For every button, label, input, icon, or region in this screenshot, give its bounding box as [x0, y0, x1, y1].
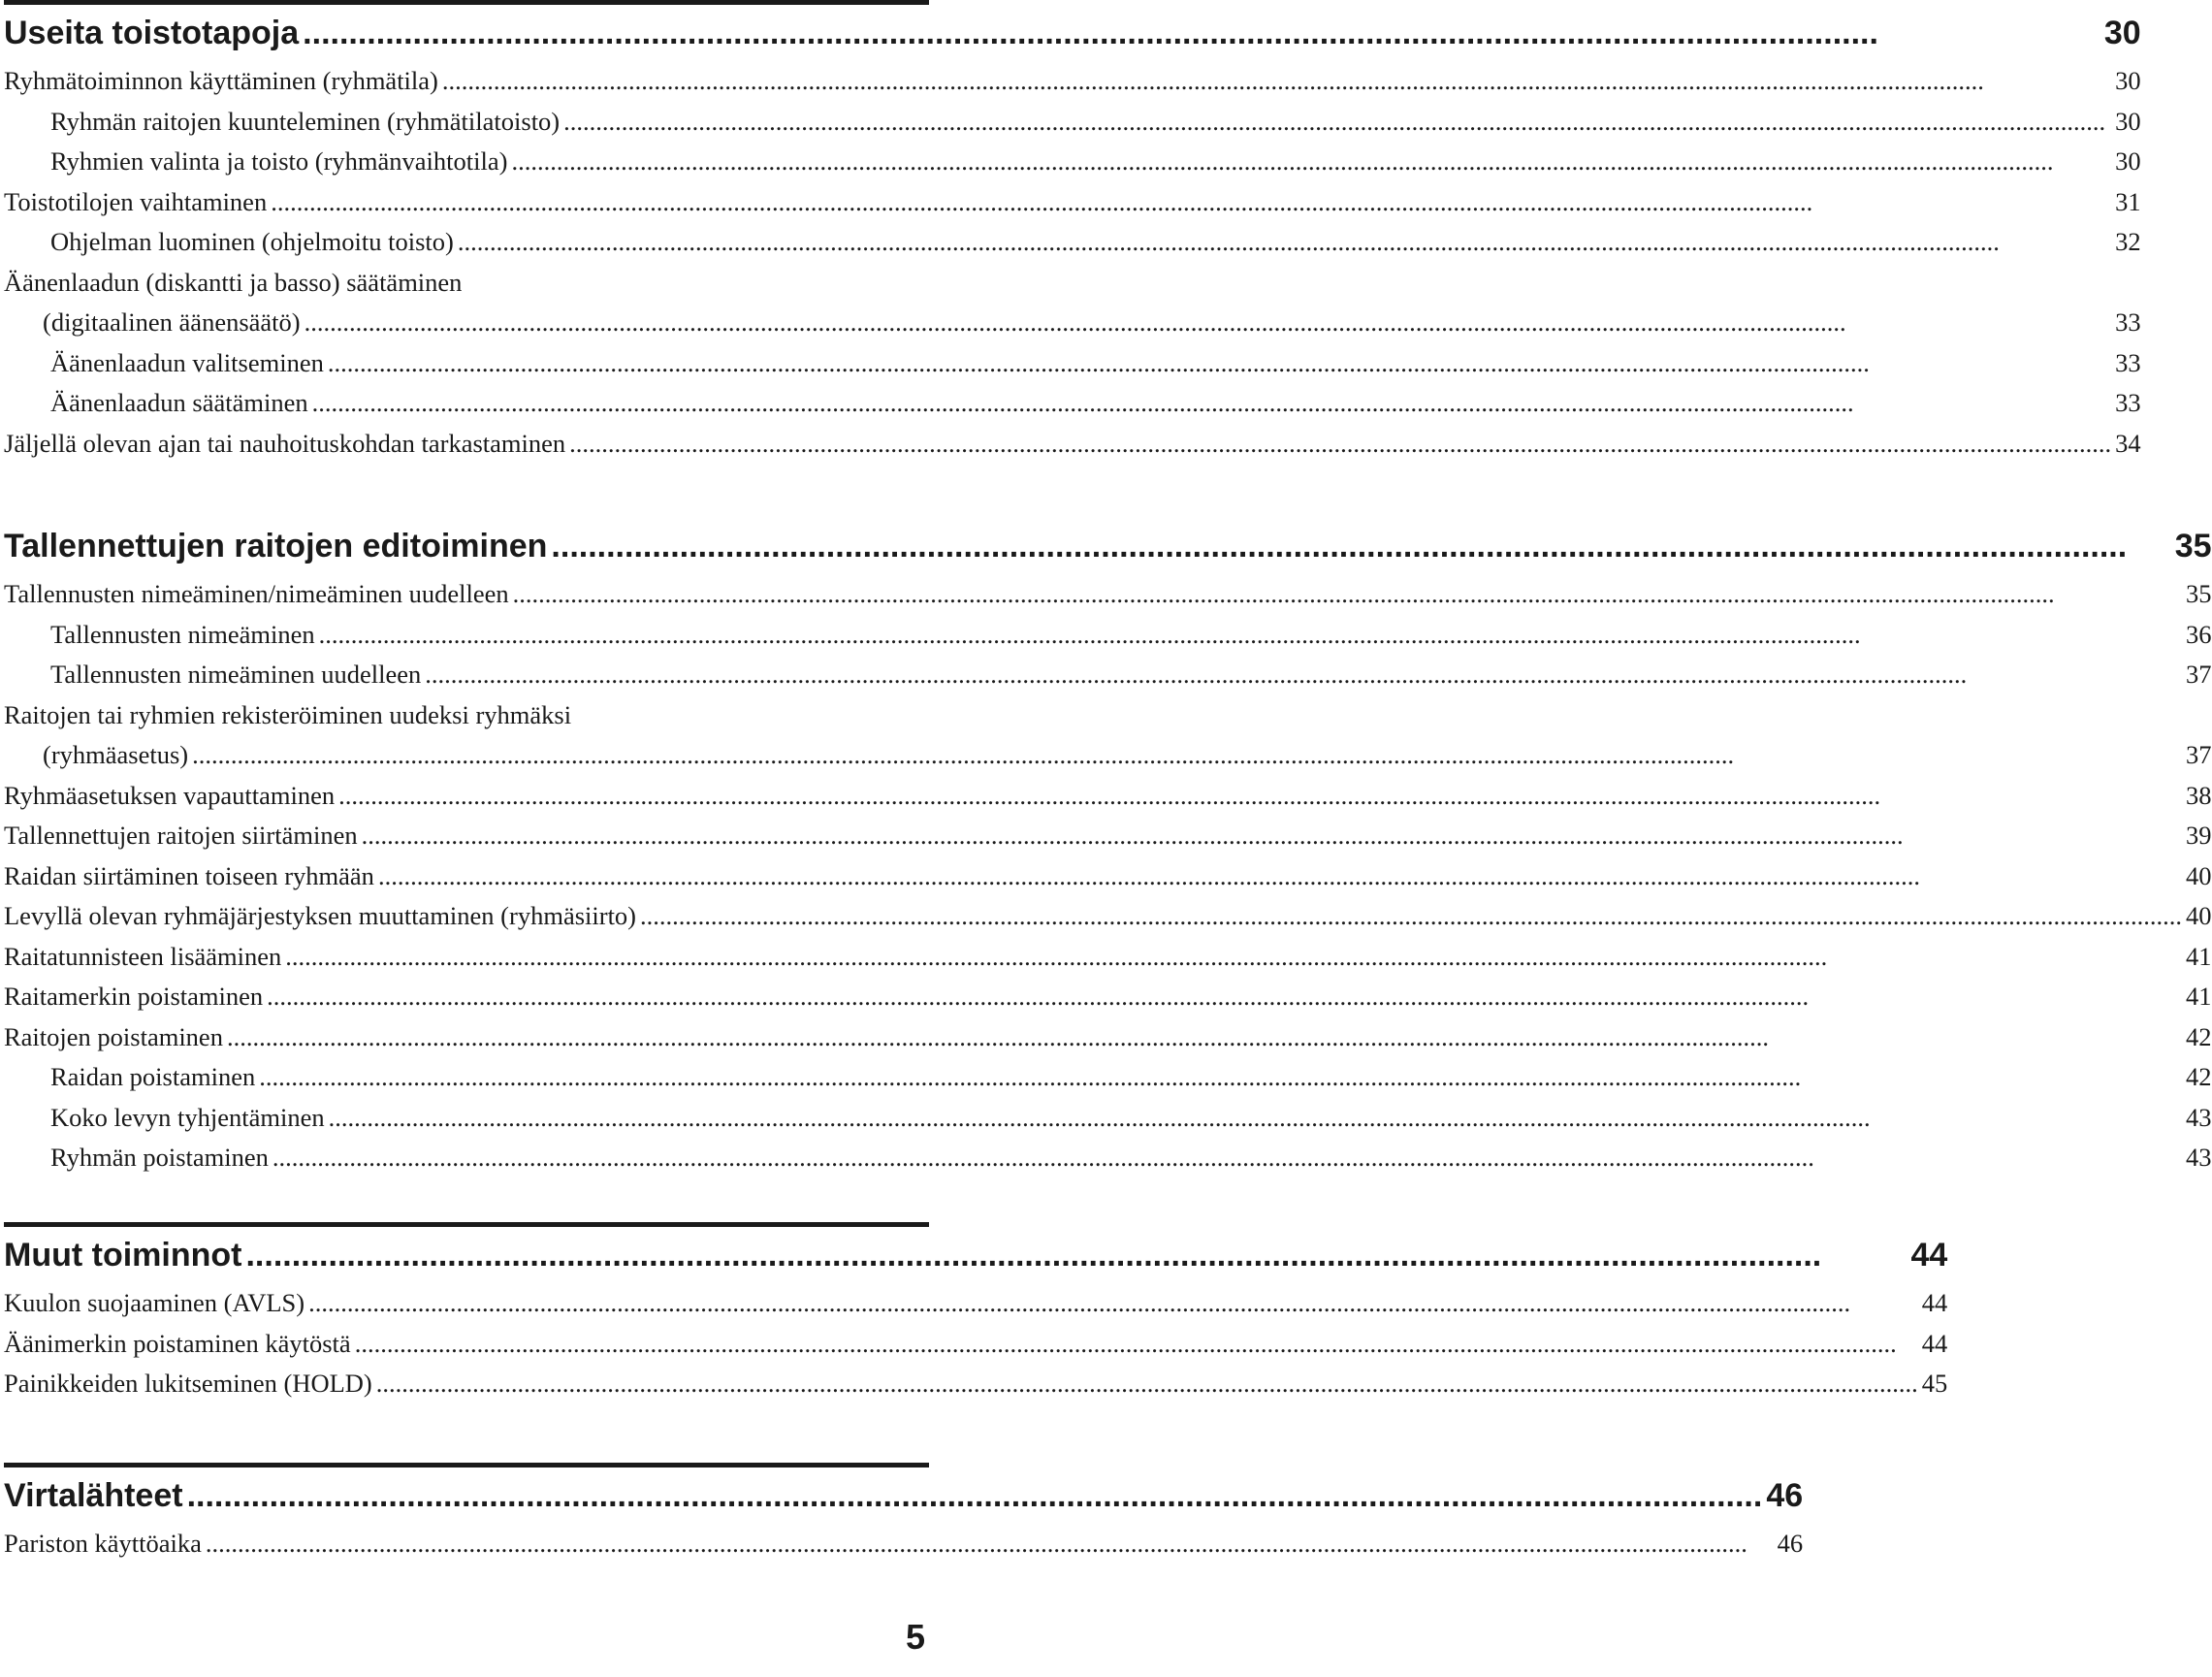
entry-label: Äänimerkin poistaminen käytöstä — [4, 1328, 351, 1358]
dot-leader — [192, 735, 2182, 776]
entry-page: 44 — [1921, 1328, 1948, 1358]
dot-leader — [425, 655, 2182, 695]
section-heading[interactable] — [4, 518, 2212, 574]
toc-entry[interactable] — [4, 424, 2141, 465]
dot-leader — [551, 518, 2170, 574]
dot-leader — [355, 1324, 1918, 1365]
dot-leader — [312, 383, 2112, 424]
entry-page: 44 — [1921, 1288, 1948, 1317]
entry-page: 30 — [2115, 146, 2141, 176]
toc-entry[interactable] — [4, 1283, 1947, 1324]
section-title: Tallennettujen raitojen editoiminen — [4, 528, 548, 564]
dot-leader — [271, 182, 2111, 223]
entry-page: 43 — [2186, 1143, 2212, 1172]
entry-page: 31 — [2115, 186, 2141, 216]
dot-leader — [305, 303, 2112, 343]
dot-leader — [272, 1138, 2182, 1178]
dot-leader — [308, 1283, 1918, 1324]
entry-label: Ryhmän raitojen kuunteleminen (ryhmätilatoisto) — [50, 106, 561, 136]
dot-leader — [458, 222, 2111, 263]
dot-leader — [362, 816, 2182, 856]
section-heading[interactable] — [4, 5, 2141, 61]
toc-entry[interactable] — [4, 1057, 2212, 1098]
toc-entry[interactable] — [4, 343, 2141, 384]
dot-leader — [245, 1227, 1907, 1283]
section-heading[interactable] — [4, 1227, 1947, 1283]
entry-page: 36 — [2186, 619, 2212, 649]
dot-leader — [376, 1364, 1918, 1404]
section-title: Muut toiminnot — [4, 1237, 242, 1274]
toc-section-3 — [4, 1222, 1947, 1404]
entry-page: 40 — [2186, 860, 2212, 890]
dot-leader — [227, 1017, 2182, 1058]
toc-entry-line1[interactable]: Raitojen tai ryhmien rekisteröiminen uudeksi ryhmäksi — [4, 699, 572, 729]
entry-page: 42 — [2186, 1021, 2212, 1051]
dot-leader — [338, 776, 2182, 817]
dot-leader — [206, 1524, 1774, 1564]
toc-entry[interactable] — [4, 1324, 1947, 1365]
entry-page: 41 — [2186, 941, 2212, 971]
dot-leader — [259, 1057, 2182, 1098]
section-heading[interactable] — [4, 1467, 1803, 1524]
entry-label: Ryhmäasetuksen vapauttaminen — [4, 780, 336, 810]
toc-entry[interactable] — [4, 303, 2141, 343]
toc-entry[interactable] — [4, 937, 2212, 978]
entry-label: Koko levyn tyhjentäminen — [50, 1102, 325, 1132]
toc-entry[interactable] — [4, 856, 2212, 897]
entry-label: Äänenlaadun säätäminen — [50, 388, 308, 417]
entry-label: (ryhmäasetus) — [43, 740, 189, 769]
page-number: 5 — [905, 1617, 925, 1657]
entry-page: 30 — [2115, 66, 2141, 95]
toc-section-2 — [4, 518, 2212, 1178]
entry-page: 37 — [2186, 740, 2212, 769]
toc-section-4 — [4, 1463, 1803, 1564]
entry-label: Kuulon suojaaminen (AVLS) — [4, 1288, 305, 1317]
entry-page: 39 — [2186, 821, 2212, 850]
entry-label: Ohjelman luominen (ohjelmoitu toisto) — [50, 227, 454, 256]
entry-label: Raidan siirtäminen toiseen ryhmään — [4, 860, 374, 890]
dot-leader — [303, 5, 2100, 61]
entry-label: Raidan poistaminen — [50, 1062, 256, 1091]
dot-leader — [442, 61, 2111, 102]
entry-page: 33 — [2115, 347, 2141, 377]
toc-entry[interactable] — [4, 102, 2141, 143]
entry-label: Painikkeiden lukitseminen (HOLD) — [4, 1369, 372, 1398]
entry-page: 41 — [2186, 982, 2212, 1011]
entry-page: 32 — [2115, 227, 2141, 256]
entry-page: 45 — [1921, 1369, 1948, 1398]
entry-page: 33 — [2115, 388, 2141, 417]
entry-page: 37 — [2186, 660, 2212, 689]
toc-entry[interactable] — [4, 182, 2141, 223]
entry-page: 42 — [2186, 1062, 2212, 1091]
entry-label: Toistotilojen vaihtaminen — [4, 186, 268, 216]
entry-label: Ryhmätoiminnon käyttäminen (ryhmätila) — [4, 66, 438, 95]
entry-label: Jäljellä olevan ajan tai nauhoituskohdan tarkastaminen — [4, 428, 566, 458]
entry-page: 46 — [1777, 1529, 1804, 1558]
toc-entry-line1[interactable]: Äänenlaadun (diskantti ja basso) säätäminen — [4, 267, 463, 297]
entry-label: Tallennusten nimeäminen uudelleen — [50, 660, 422, 689]
section-page: 35 — [2174, 528, 2212, 564]
toc-entry[interactable] — [4, 1364, 1947, 1404]
toc-entry[interactable] — [4, 1098, 2212, 1139]
dot-leader — [319, 615, 2182, 656]
toc-entry[interactable] — [4, 1524, 1803, 1564]
entry-label: (digitaalinen äänensäätö) — [43, 307, 301, 337]
dot-leader — [511, 142, 2111, 182]
toc-entry[interactable] — [4, 896, 2212, 937]
toc-section-1 — [4, 0, 2141, 464]
dot-leader — [267, 977, 2182, 1017]
dot-leader — [569, 424, 2111, 465]
section-title: Virtalähteet — [4, 1477, 183, 1514]
toc-entry[interactable] — [4, 735, 2212, 776]
entry-page: 33 — [2115, 307, 2141, 337]
toc-entry[interactable] — [4, 1017, 2212, 1058]
entry-label: Tallennusten nimeäminen/nimeäminen uudelleen — [4, 579, 509, 608]
toc-entry[interactable] — [4, 383, 2141, 424]
entry-label: Tallennusten nimeäminen — [50, 619, 315, 649]
toc-entry[interactable] — [4, 977, 2212, 1017]
entry-page: 30 — [2115, 106, 2141, 136]
entry-label: Ryhmän poistaminen — [50, 1143, 269, 1172]
dot-leader — [378, 856, 2182, 897]
section-page: 44 — [1910, 1237, 1948, 1274]
toc-entry[interactable] — [4, 142, 2141, 182]
section-page: 30 — [2103, 15, 2141, 51]
entry-label: Levyllä olevan ryhmäjärjestyksen muuttaminen (ryhmäsiirto) — [4, 901, 637, 930]
toc-entry[interactable] — [4, 615, 2212, 656]
toc-entry[interactable] — [4, 816, 2212, 856]
entry-page: 35 — [2186, 579, 2212, 608]
entry-page: 38 — [2186, 780, 2212, 810]
dot-leader — [329, 1098, 2182, 1139]
entry-label: Raitojen poistaminen — [4, 1021, 223, 1051]
entry-page: 43 — [2186, 1102, 2212, 1132]
entry-page: 40 — [2186, 901, 2212, 930]
toc-entry[interactable] — [4, 222, 2141, 263]
toc-entry[interactable] — [4, 1138, 2212, 1178]
dot-leader — [640, 896, 2182, 937]
entry-label: Raitatunnisteen lisääminen — [4, 941, 282, 971]
entry-label: Tallennettujen raitojen siirtäminen — [4, 821, 358, 850]
entry-label: Pariston käyttöaika — [4, 1529, 202, 1558]
section-title: Useita toistotapoja — [4, 15, 300, 51]
dot-leader — [285, 937, 2182, 978]
dot-leader — [513, 574, 2182, 615]
dot-leader — [328, 343, 2111, 384]
dot-leader — [563, 102, 2111, 143]
section-page: 46 — [1766, 1477, 1804, 1514]
entry-label: Ryhmien valinta ja toisto (ryhmänvaihtotila) — [50, 146, 508, 176]
toc-entry[interactable] — [4, 61, 2141, 102]
entry-label: Äänenlaadun valitseminen — [50, 347, 324, 377]
entry-label: Raitamerkin poistaminen — [4, 982, 264, 1011]
toc-entry[interactable] — [4, 574, 2212, 615]
toc-entry[interactable] — [4, 776, 2212, 817]
toc-entry[interactable] — [4, 655, 2212, 695]
dot-leader — [187, 1467, 1763, 1524]
entry-page: 34 — [2115, 428, 2141, 458]
